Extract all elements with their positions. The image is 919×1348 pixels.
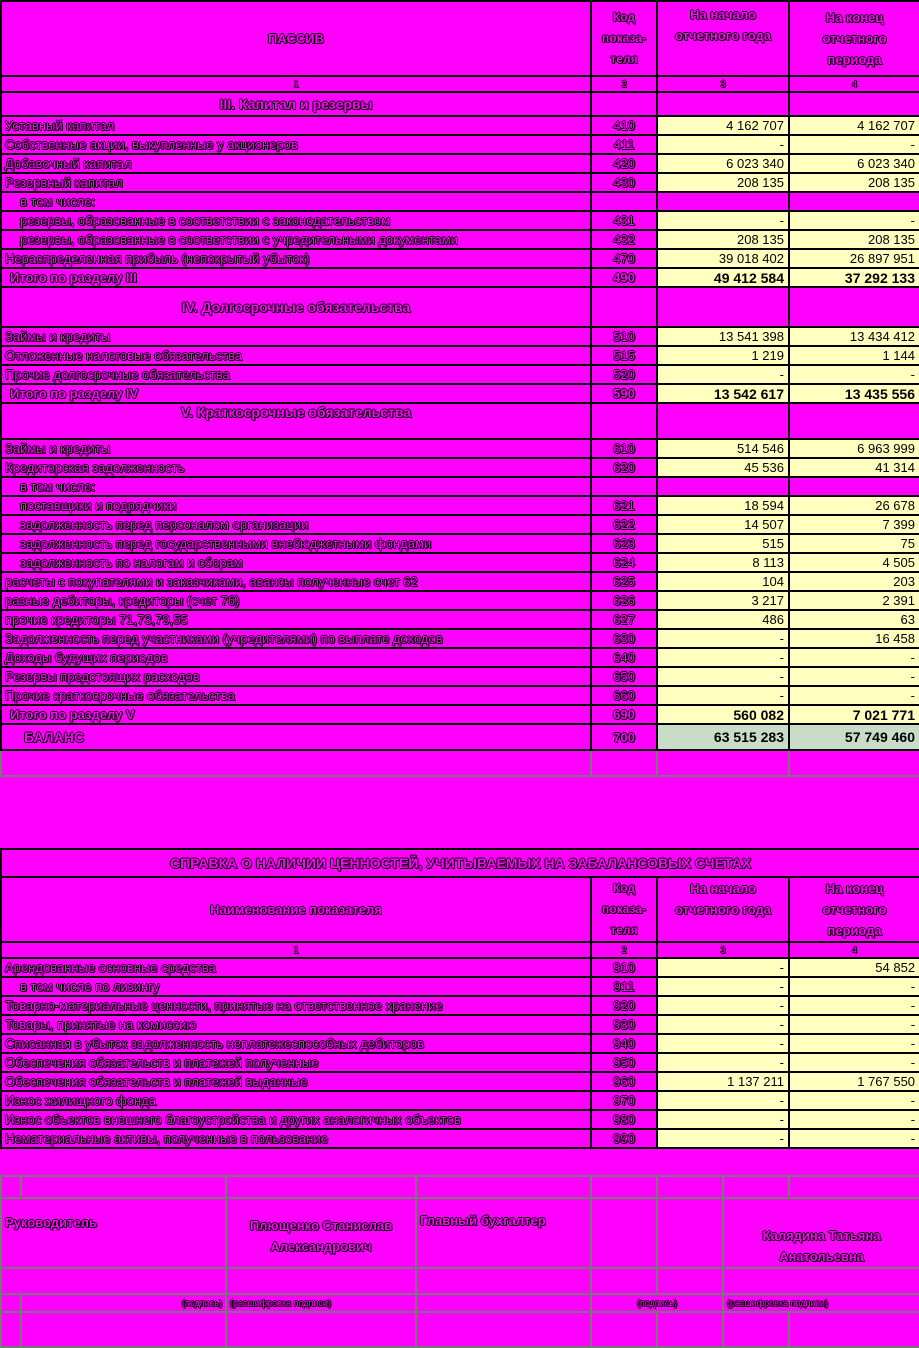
table-row bbox=[1, 996, 919, 1015]
chief-signature-caption: (подпись) bbox=[591, 1294, 723, 1312]
row-name: Задолженность перед участниками (учредителями) по выплате доходов bbox=[1, 629, 591, 648]
row-name: Итого по разделу III bbox=[1, 268, 591, 287]
table-row bbox=[1, 1129, 919, 1148]
row-code: 432 bbox=[591, 230, 657, 249]
row-name: Собственные акции, выкупленные у акционеров bbox=[1, 135, 591, 154]
row-end-value: - bbox=[789, 1053, 919, 1072]
table-row bbox=[1, 515, 919, 534]
col-num-1: 1 bbox=[1, 76, 591, 92]
row-start-value: 14 507 bbox=[657, 515, 789, 534]
row-name: в том числе: bbox=[1, 192, 591, 211]
row-code: 510 bbox=[591, 327, 657, 346]
row-end-value: 6 963 999 bbox=[789, 439, 919, 458]
table-row bbox=[1, 365, 919, 384]
row-code: 960 bbox=[591, 1072, 657, 1091]
table-row bbox=[1, 648, 919, 667]
row-end-value: - bbox=[789, 996, 919, 1015]
row-start-value: - bbox=[657, 667, 789, 686]
row-start-value: 486 bbox=[657, 610, 789, 629]
row-name: Износ объектов внешнего благоустройства и других аналогичных объектов bbox=[1, 1110, 591, 1129]
row-end-value: - bbox=[789, 365, 919, 384]
table-row bbox=[1, 1034, 919, 1053]
col-num-2: 2 bbox=[591, 76, 657, 92]
row-start-value: 39 018 402 bbox=[657, 249, 789, 268]
row-start-value: - bbox=[657, 211, 789, 230]
row-start-value: 515 bbox=[657, 534, 789, 553]
row-name: Прочие долгосрочные обязательства bbox=[1, 365, 591, 384]
chief-label: Главный бухгалтер bbox=[416, 1198, 591, 1268]
row-end-value: - bbox=[789, 1091, 919, 1110]
table-row bbox=[1, 977, 919, 996]
row-name: задолженность по налогам и сборам bbox=[1, 553, 591, 572]
row-start-value: 18 594 bbox=[657, 496, 789, 515]
row-code: 950 bbox=[591, 1053, 657, 1072]
row-start-value: 560 082 bbox=[657, 705, 789, 724]
table-row bbox=[1, 135, 919, 154]
table-row bbox=[1, 384, 919, 403]
head-name: Плющенко Станислав Александрович bbox=[226, 1198, 416, 1268]
row-start-value: - bbox=[657, 1015, 789, 1034]
row-code: 990 bbox=[591, 1129, 657, 1148]
row-start-value: 45 536 bbox=[657, 458, 789, 477]
row-end-value: 54 852 bbox=[789, 958, 919, 977]
head-decode-caption: (расшифровка подписи) bbox=[226, 1294, 416, 1312]
row-end-value: - bbox=[789, 211, 919, 230]
head-signature-caption: (подпись) bbox=[21, 1294, 226, 1312]
row-code: 970 bbox=[591, 1091, 657, 1110]
table-row bbox=[1, 458, 919, 477]
row-start-value: - bbox=[657, 996, 789, 1015]
row-end-value: 41 314 bbox=[789, 458, 919, 477]
row-code: 930 bbox=[591, 1015, 657, 1034]
col-num-4: 4 bbox=[789, 76, 919, 92]
row-code: 625 bbox=[591, 572, 657, 591]
row-code: 622 bbox=[591, 515, 657, 534]
row-name: задолженность перед государственными внебюджетными фондами bbox=[1, 534, 591, 553]
row-code: 610 bbox=[591, 439, 657, 458]
row-code bbox=[591, 192, 657, 211]
start-header: На начало отчетного года bbox=[657, 877, 789, 942]
end-header: На конец отчетного периода bbox=[789, 877, 919, 942]
row-start-value: 4 162 707 bbox=[657, 116, 789, 135]
row-name: задолженность перед персоналом организации bbox=[1, 515, 591, 534]
row-start-value: - bbox=[657, 958, 789, 977]
row-code: 520 bbox=[591, 365, 657, 384]
row-start-value: 1 137 211 bbox=[657, 1072, 789, 1091]
code-header: Код показа- теля bbox=[591, 1, 657, 76]
row-start-value: - bbox=[657, 365, 789, 384]
row-code: 431 bbox=[591, 211, 657, 230]
row-end-value: 13 435 556 bbox=[789, 384, 919, 403]
balance-start: 63 515 283 bbox=[657, 724, 789, 750]
row-name: Обеспечения обязательств и платежей полученные bbox=[1, 1053, 591, 1072]
section-title: III. Капитал и резервы bbox=[1, 92, 591, 116]
code-header: Код показа- теля bbox=[591, 877, 657, 942]
row-code: 626 bbox=[591, 591, 657, 610]
row-end-value: 26 897 951 bbox=[789, 249, 919, 268]
row-start-value: 6 023 340 bbox=[657, 154, 789, 173]
table-row bbox=[1, 1091, 919, 1110]
row-start-value: 49 412 584 bbox=[657, 268, 789, 287]
table-row bbox=[1, 116, 919, 135]
row-end-value: - bbox=[789, 648, 919, 667]
table-row bbox=[1, 610, 919, 629]
row-end-value: 6 023 340 bbox=[789, 154, 919, 173]
row-name: Товары, принятые на комиссию bbox=[1, 1015, 591, 1034]
row-end-value: 63 bbox=[789, 610, 919, 629]
row-end-value: 26 678 bbox=[789, 496, 919, 515]
table-row bbox=[1, 1072, 919, 1091]
row-name: прочие кредиторы 71,73,79,55 bbox=[1, 610, 591, 629]
row-end-value: 7 021 771 bbox=[789, 705, 919, 724]
table-row bbox=[1, 154, 919, 173]
row-start-value: - bbox=[657, 1053, 789, 1072]
row-end-value: 1 144 bbox=[789, 346, 919, 365]
row-code: 420 bbox=[591, 154, 657, 173]
section-title: IV. Долгосрочные обязательства bbox=[1, 287, 591, 327]
table-row bbox=[1, 591, 919, 610]
row-end-value: 13 434 412 bbox=[789, 327, 919, 346]
table-row bbox=[1, 1053, 919, 1072]
col-num-3: 3 bbox=[657, 76, 789, 92]
table-row bbox=[1, 667, 919, 686]
end-header: На конец отчетного периода bbox=[789, 1, 919, 76]
row-start-value: 13 542 617 bbox=[657, 384, 789, 403]
row-name: Итого по разделу IV bbox=[1, 384, 591, 403]
table-row bbox=[1, 439, 919, 458]
table-row bbox=[1, 211, 919, 230]
signatures bbox=[0, 1175, 919, 1348]
row-code: 690 bbox=[591, 705, 657, 724]
row-name: в том числе: bbox=[1, 477, 591, 496]
row-name: Резервы предстоящих расходов bbox=[1, 667, 591, 686]
row-end-value: 2 391 bbox=[789, 591, 919, 610]
offbalance-title: СПРАВКА О НАЛИЧИИ ЦЕННОСТЕЙ, УЧИТЫВАЕМЫХ НА ЗАБАЛАНСОВЫХ СЧЕТАХ bbox=[1, 849, 919, 877]
row-name: Товарно-материальные ценности, принятые на ответственное хранение bbox=[1, 996, 591, 1015]
row-code: 621 bbox=[591, 496, 657, 515]
row-end-value: 203 bbox=[789, 572, 919, 591]
row-start-value bbox=[657, 192, 789, 211]
row-name: разные дебиторы, кредиторы (счет 76) bbox=[1, 591, 591, 610]
row-name: Резервный капитал bbox=[1, 173, 591, 192]
row-code: 430 bbox=[591, 173, 657, 192]
table-row bbox=[1, 1015, 919, 1034]
row-start-value: - bbox=[657, 686, 789, 705]
row-name: Списанная в убыток задолженность неплатежеспособных дебиторов bbox=[1, 1034, 591, 1053]
table-row bbox=[1, 1110, 919, 1129]
table-row bbox=[1, 268, 919, 287]
balance-end: 57 749 460 bbox=[789, 724, 919, 750]
pasiv-header: ПАССИВ bbox=[1, 1, 591, 76]
table-row bbox=[1, 192, 919, 211]
row-start-value: 208 135 bbox=[657, 230, 789, 249]
row-start-value: 514 546 bbox=[657, 439, 789, 458]
row-end-value: - bbox=[789, 135, 919, 154]
table-row bbox=[1, 230, 919, 249]
table-row bbox=[1, 327, 919, 346]
table-row bbox=[1, 534, 919, 553]
row-start-value: - bbox=[657, 135, 789, 154]
offbalance-table bbox=[0, 848, 919, 1149]
row-end-value: 7 399 bbox=[789, 515, 919, 534]
row-start-value: - bbox=[657, 629, 789, 648]
row-end-value: - bbox=[789, 977, 919, 996]
start-header: На начало отчетного года bbox=[657, 1, 789, 76]
col-num-1: 1 bbox=[1, 942, 591, 958]
row-end-value: 208 135 bbox=[789, 230, 919, 249]
row-name: Уставный капитал bbox=[1, 116, 591, 135]
row-end-value: - bbox=[789, 1034, 919, 1053]
row-code: 980 bbox=[591, 1110, 657, 1129]
row-code: 910 bbox=[591, 958, 657, 977]
row-code bbox=[591, 477, 657, 496]
table-row bbox=[1, 496, 919, 515]
balance-label: БАЛАНС bbox=[1, 724, 591, 750]
name-header: Наименование показателя bbox=[1, 877, 591, 942]
row-name: Нераспределенная прибыль (непокрытый убыток) bbox=[1, 249, 591, 268]
row-end-value: - bbox=[789, 1110, 919, 1129]
row-name: расчеты с покупателями и заказчиками, авансы полученные счет 62 bbox=[1, 572, 591, 591]
col-num-2: 2 bbox=[591, 942, 657, 958]
row-end-value: 16 458 bbox=[789, 629, 919, 648]
row-end-value: 75 bbox=[789, 534, 919, 553]
row-start-value: - bbox=[657, 1034, 789, 1053]
row-start-value: - bbox=[657, 1110, 789, 1129]
table-row bbox=[1, 553, 919, 572]
row-start-value: 13 541 398 bbox=[657, 327, 789, 346]
table-row bbox=[1, 249, 919, 268]
row-name: поставщики и подрядчики bbox=[1, 496, 591, 515]
row-start-value: 3 217 bbox=[657, 591, 789, 610]
row-name: Отложенные налоговые обязательства bbox=[1, 346, 591, 365]
row-end-value: - bbox=[789, 1015, 919, 1034]
row-code: 640 bbox=[591, 648, 657, 667]
row-start-value: 104 bbox=[657, 572, 789, 591]
row-start-value: - bbox=[657, 1091, 789, 1110]
row-name: резервы, образованные в соответствии с законодательством bbox=[1, 211, 591, 230]
row-code: 630 bbox=[591, 629, 657, 648]
head-label: Руководитель bbox=[1, 1198, 226, 1268]
row-code: 911 bbox=[591, 977, 657, 996]
row-code: 411 bbox=[591, 135, 657, 154]
row-end-value: - bbox=[789, 686, 919, 705]
table-row bbox=[1, 958, 919, 977]
row-end-value: 37 292 133 bbox=[789, 268, 919, 287]
row-end-value bbox=[789, 192, 919, 211]
col-num-3: 3 bbox=[657, 942, 789, 958]
section-title: V. Краткосрочные обязательства bbox=[1, 403, 591, 439]
row-name: Нематериальные активы, полученные в пользование bbox=[1, 1129, 591, 1148]
row-end-value bbox=[789, 477, 919, 496]
row-code: 940 bbox=[591, 1034, 657, 1053]
row-end-value: 4 162 707 bbox=[789, 116, 919, 135]
col-num-4: 4 bbox=[789, 942, 919, 958]
table-row bbox=[1, 572, 919, 591]
table-row bbox=[1, 346, 919, 365]
row-name: Добавочный капитал bbox=[1, 154, 591, 173]
row-code: 470 bbox=[591, 249, 657, 268]
row-end-value: 4 505 bbox=[789, 553, 919, 572]
row-start-value: - bbox=[657, 1129, 789, 1148]
row-code: 920 bbox=[591, 996, 657, 1015]
row-name: Обеспечения обязательств и платежей выданные bbox=[1, 1072, 591, 1091]
row-start-value: - bbox=[657, 977, 789, 996]
table-row bbox=[1, 629, 919, 648]
row-end-value: - bbox=[789, 1129, 919, 1148]
row-name: Займы и кредиты bbox=[1, 327, 591, 346]
row-code: 624 bbox=[591, 553, 657, 572]
row-name: Прочие краткосрочные обязательства bbox=[1, 686, 591, 705]
row-code: 515 bbox=[591, 346, 657, 365]
row-name: резервы, образованные в соответствии с учредительными документами bbox=[1, 230, 591, 249]
row-code: 620 bbox=[591, 458, 657, 477]
balance-code: 700 bbox=[591, 724, 657, 750]
row-name: Доходы будущих периодов bbox=[1, 648, 591, 667]
row-name: Займы и кредиты bbox=[1, 439, 591, 458]
row-start-value: 1 219 bbox=[657, 346, 789, 365]
row-end-value: 1 767 550 bbox=[789, 1072, 919, 1091]
row-start-value: - bbox=[657, 648, 789, 667]
table-row bbox=[1, 477, 919, 496]
row-start-value: 8 113 bbox=[657, 553, 789, 572]
table-row bbox=[1, 686, 919, 705]
row-start-value bbox=[657, 477, 789, 496]
row-name: в том числе по лизингу bbox=[1, 977, 591, 996]
row-code: 660 bbox=[591, 686, 657, 705]
row-code: 650 bbox=[591, 667, 657, 686]
row-name: Износ жилищного фонда bbox=[1, 1091, 591, 1110]
row-end-value: 208 135 bbox=[789, 173, 919, 192]
row-code: 490 bbox=[591, 268, 657, 287]
table-row bbox=[1, 705, 919, 724]
row-code: 410 bbox=[591, 116, 657, 135]
row-end-value: - bbox=[789, 667, 919, 686]
row-name: Арендованные основные средства bbox=[1, 958, 591, 977]
table-row bbox=[1, 173, 919, 192]
row-code: 590 bbox=[591, 384, 657, 403]
row-code: 623 bbox=[591, 534, 657, 553]
chief-decode-caption: (расшифровка подписи) bbox=[723, 1294, 919, 1312]
chief-name: Калядина Татьяна Анатольевна bbox=[723, 1198, 919, 1268]
row-code: 627 bbox=[591, 610, 657, 629]
row-name: Итого по разделу V bbox=[1, 705, 591, 724]
row-name: Кредиторская задолженность bbox=[1, 458, 591, 477]
row-start-value: 208 135 bbox=[657, 173, 789, 192]
